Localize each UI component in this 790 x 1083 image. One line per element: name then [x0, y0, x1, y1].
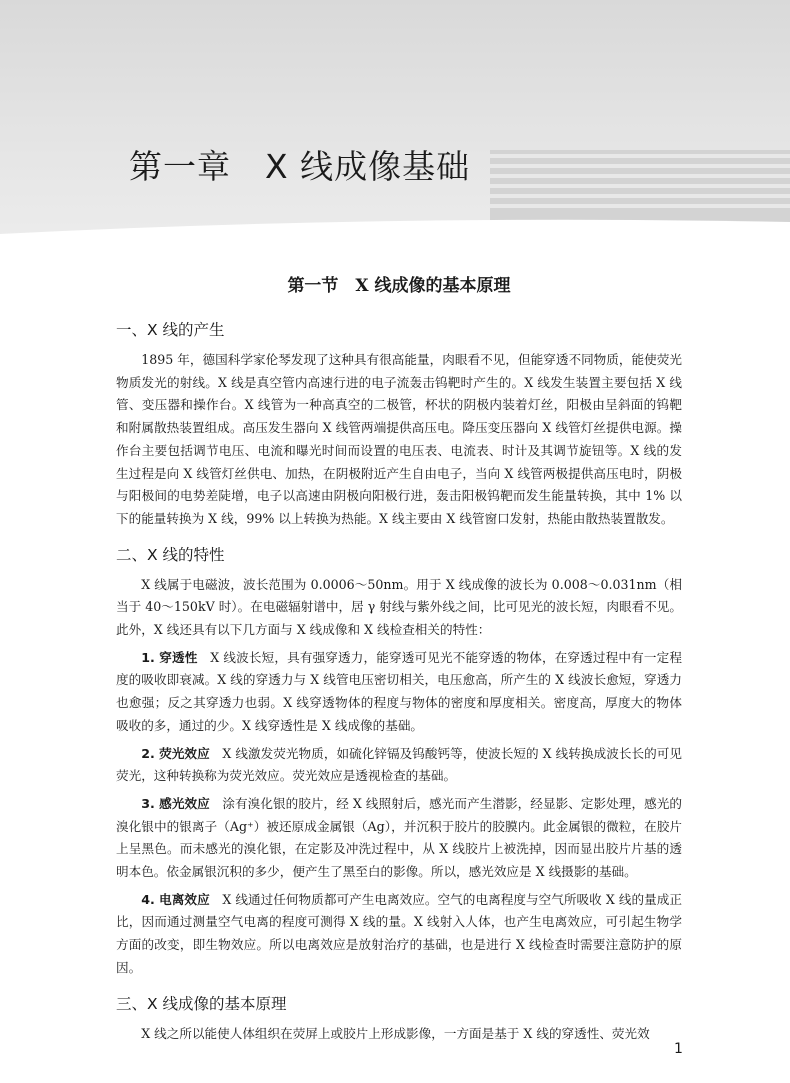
item-text: X 线激发荧光物质，如硫化锌镉及钨酸钙等，使波长短的 X 线转换成波长长的可见荧光，这种转换称为荧光效应。荧光效应是透视检查的基础。: [116, 745, 682, 784]
paragraph-xray-production: 1895 年，德国科学家伦琴发现了这种具有很高能量，肉眼看不见，但能穿透不同物质，能使荧光物质发光的射线。X 线是真空管内高速行进的电子流轰击钨靶时产生的。X 线发生装置主要包括 X 线管、变压器和操作台。X 线管为一种高真空的二极管，杯状的阴极内装着灯丝，阳极由呈斜面的钨靶和附属散热装置组成。高压发生器向 X 线管两端提供高压电。降压变压器向 X 线管灯丝提供电源。操作台主要包括调节电压、电流和曝光时间而设置的电压表、电流表、时计及其调节旋钮等。X 线的发生过程是向 X 线管灯丝供电、加热，在阴极附近产生自由电子，当向 X 线管两极提供高压电时，阴极与阳极间的电势差陡增，电子以高速由阴极向阳极行进，轰击阳极钨靶而发生能量转换，其中 1% 以下的能量转换为 X 线，99% 以上转换为热能。X 线主要由 X 线管窗口发射，热能由散热装置散发。: [116, 352, 682, 526]
chapter-header-band: [0, 0, 790, 242]
section-title: 第一节 X 线成像的基本原理: [287, 276, 511, 296]
subsection-heading-3: 三、X 线成像的基本原理: [116, 994, 287, 1013]
subsection-heading-1: 一、X 线的产生: [116, 321, 225, 339]
page-content: [116, 262, 682, 1050]
chapter-title: 第一章 X 线成像基础: [129, 147, 471, 186]
item-label: 2. 荧光效应: [141, 745, 210, 761]
paragraph-imaging-principle: X 线之所以能使人体组织在荧屏上或胶片上形成影像，一方面是基于 X 线的穿透性、荧光效: [141, 1025, 650, 1041]
page-number: 1: [674, 1041, 683, 1057]
header-curve-decoration: [0, 214, 790, 242]
item-text: X 线波长短，具有强穿透力，能穿透可见光不能穿透的物体，在穿透过程中有一定程度的吸收即衰减。X 线的穿透力与 X 线管电压密切相关，电压愈高，所产生的 X 线波长愈短，穿透力也愈强；反之其穿透力也弱。X 线穿透物体的程度与物体的密度和厚度相关。密度高，厚度大的物体吸收的多，通过的少。X 线穿透性是 X 线成像的基础。: [116, 649, 682, 733]
list-item-penetration: [116, 647, 682, 738]
item-label: 3. 感光效应: [141, 795, 210, 811]
list-item-ionization: [116, 889, 682, 980]
subsection-heading-2: 二、X 线的特性: [116, 545, 225, 564]
item-text: 涂有溴化银的胶片，经 X 线照射后，感光而产生潜影，经显影、定影处理，感光的溴化银中的银离子（Ag⁺）被还原成金属银（Ag），并沉积于胶片的胶膜内。此金属银的微粒，在胶片上呈黑色。而未感光的溴化银，在定影及冲洗过程中，从 X 线胶片上被洗掉，因而显出胶片片基的透明本色。依金属银沉积的多少，便产生了黑至白的影像。所以，感光效应是 X 线摄影的基础。: [116, 795, 682, 880]
item-label: 4. 电离效应: [141, 891, 210, 907]
item-text: X 线通过任何物质都可产生电离效应。空气的电离程度与空气所吸收 X 线的量成正比，因而通过测量空气电离的程度可测得 X 线的量。X 线射入人体，也产生电离效应，可引起生物学方面的改变，即生物效应。所以电离效应是放射治疗的基础，也是进行 X 线检查时需要注意防护的原因。: [116, 891, 682, 975]
item-label: 1. 穿透性: [141, 649, 198, 665]
list-item-photosensitive: [116, 793, 682, 884]
paragraph-xray-properties-intro: X 线属于电磁波，波长范围为 0.0006～50nm。用于 X 线成像的波长为 0.008～0.031nm（相当于 40～150kV 时）。在电磁辐射谱中，居 γ 射线与紫外线之间，比可见光的波长短，肉眼看不见。此外，X 线还具有以下几方面与 X 线成像和 X 线检查相关的特性：: [116, 576, 682, 638]
list-item-fluorescence: [116, 743, 682, 788]
